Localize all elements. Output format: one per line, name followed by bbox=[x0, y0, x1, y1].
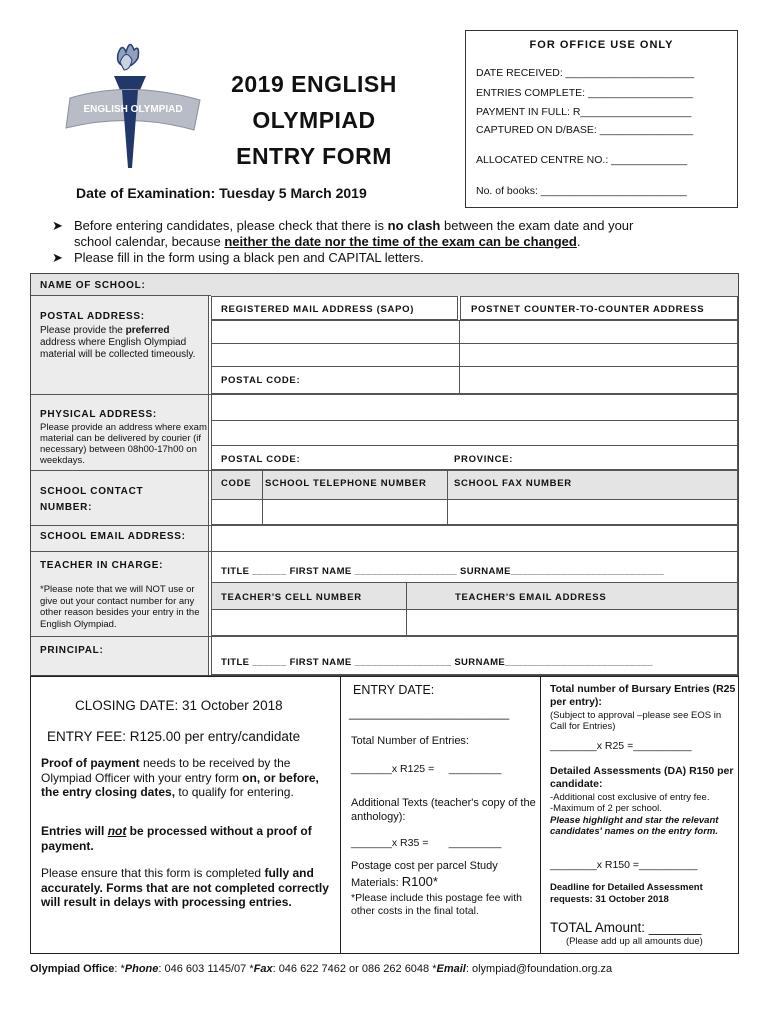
teacher-cell-input[interactable] bbox=[211, 609, 407, 636]
footer-fax: : 046 622 7462 or 086 262 6048 * bbox=[272, 963, 437, 975]
instructions bbox=[52, 218, 742, 266]
teacher-in-charge-label: TEACHER IN CHARGE: bbox=[40, 560, 164, 571]
name-of-school-input[interactable] bbox=[211, 274, 738, 296]
instruction-1-text-c: between the exam date and your bbox=[440, 218, 634, 233]
office-use-box bbox=[465, 30, 738, 208]
school-contact-label: SCHOOL CONTACT NUMBER: bbox=[40, 486, 144, 513]
proof-c: on, or before, the entry closing dates, bbox=[41, 770, 319, 799]
date-received-field[interactable]: DATE RECEIVED: ______________________ bbox=[476, 67, 695, 79]
arrow-bullet-icon: ➤ bbox=[52, 218, 63, 233]
principal-name-line: TITLE ______ FIRST NAME _________________ SURNAME__________________________ bbox=[221, 657, 653, 668]
teacher-cell-label: TEACHER'S CELL NUMBER bbox=[221, 592, 362, 603]
instruction-1-text-a: Before entering candidates, please check that there is bbox=[74, 218, 388, 233]
school-fax-input[interactable] bbox=[447, 499, 738, 525]
postal-note-c: address where English Olympiad material will be collected timeously. bbox=[40, 337, 196, 360]
teacher-note: *Please note that we will NOT use or give out your contact number for any other reason besides your entry in the English Olympiad. bbox=[40, 584, 200, 630]
footer-email[interactable]: : olympiad@foundation.org.za bbox=[465, 963, 613, 975]
teacher-name-line: TITLE ______ FIRST NAME __________________ SURNAME___________________________ bbox=[221, 566, 665, 577]
entries-c: be processed without a proof of payment. bbox=[41, 824, 312, 853]
entries-not: not bbox=[107, 824, 127, 838]
physical-address-note: Please provide an address where exam material can be delivered by courier (if necessary) between 08h00-17h00 on weekdays. bbox=[40, 422, 207, 466]
instruction-1-text-d: school calendar, because bbox=[74, 234, 225, 249]
physical-address-line-2[interactable] bbox=[211, 420, 738, 446]
postal-address-note bbox=[40, 325, 205, 361]
registered-mail-label: REGISTERED MAIL ADDRESS (SAPO) bbox=[221, 304, 415, 315]
postal-address-label: POSTAL ADDRESS: bbox=[40, 311, 145, 322]
da-note-1: -Additional cost exclusive of entry fee. bbox=[550, 792, 710, 803]
instruction-1-warning: neither the date nor the time of the exam can be changed bbox=[224, 234, 577, 249]
da-title: Detailed Assessments (DA) R150 per candidate: bbox=[550, 765, 734, 790]
proof-a: Proof of payment bbox=[41, 756, 140, 770]
postage-note: *Please include this postage fee with other costs in the final total. bbox=[351, 892, 523, 917]
bursary-title: Total number of Bursary Entries (R25 per entry): bbox=[550, 683, 736, 708]
school-email-input[interactable] bbox=[211, 525, 738, 552]
entry-date-line[interactable]: ________________________ bbox=[349, 706, 510, 720]
code-label: CODE bbox=[221, 478, 252, 489]
instruction-2-text: Please fill in the form using a black pen and CAPITAL letters. bbox=[74, 250, 424, 265]
centre-field[interactable]: ALLOCATED CENTRE NO.: _____________ bbox=[476, 154, 688, 166]
ensure-b: fully and accurately. Forms that are not completed correctly will result in delays with processing entries. bbox=[41, 866, 329, 909]
code-input[interactable] bbox=[211, 499, 263, 525]
closing-date: CLOSING DATE: 31 October 2018 bbox=[75, 698, 283, 713]
ensure-complete-text bbox=[41, 866, 333, 910]
footer-phone: : 046 603 1145/07 * bbox=[158, 963, 254, 975]
school-tel-input[interactable] bbox=[262, 499, 448, 525]
footer-contact bbox=[30, 963, 739, 975]
postal-code-label: POSTAL CODE: bbox=[221, 375, 301, 386]
postal-note-preferred: preferred bbox=[125, 325, 170, 336]
footer-phone-label: Phone bbox=[124, 963, 159, 975]
total-entries-label: Total Number of Entries: bbox=[351, 735, 469, 747]
proof-d: to qualify for entering. bbox=[175, 785, 294, 799]
teacher-email-label: TEACHER'S EMAIL ADDRESS bbox=[455, 592, 607, 603]
entries-complete-field[interactable]: ENTRIES COMPLETE: __________________ bbox=[476, 87, 694, 99]
bursary-calculation[interactable]: ________x R25 =__________ bbox=[550, 740, 692, 752]
additional-texts-label: Additional Texts (teacher's copy of the anthology): bbox=[351, 797, 536, 823]
payment-field[interactable]: PAYMENT IN FULL: R___________________ bbox=[476, 106, 692, 118]
payment-section bbox=[30, 676, 739, 954]
proof-of-payment-text bbox=[41, 756, 333, 800]
principal-label: PRINCIPAL: bbox=[40, 645, 104, 656]
footer-email-label: Email bbox=[436, 963, 466, 975]
da-calculation[interactable]: ________x R150 =__________ bbox=[550, 859, 698, 871]
entry-date-label: ENTRY DATE: bbox=[353, 683, 435, 697]
proof-b: needs to be received by the Olympiad Officer with your entry form bbox=[41, 756, 291, 785]
school-email-label: SCHOOL EMAIL ADDRESS: bbox=[40, 531, 186, 542]
da-note-3: Please highlight and star the relevant candidates' names on the entry form. bbox=[550, 815, 719, 837]
physical-address-label: PHYSICAL ADDRESS: bbox=[40, 409, 157, 420]
entries-not-processed-text bbox=[41, 824, 333, 853]
arrow-bullet-icon: ➤ bbox=[52, 250, 63, 265]
postnet-line-1[interactable] bbox=[459, 320, 738, 344]
texts-calculation[interactable]: _______x R35 = _________ bbox=[351, 837, 502, 849]
instruction-1-period: . bbox=[576, 234, 581, 249]
postage-amount: R100* bbox=[401, 874, 438, 889]
entry-form-grid bbox=[30, 273, 739, 676]
title-line-1: 2019 ENGLISH bbox=[231, 71, 397, 97]
province-label: PROVINCE: bbox=[454, 454, 514, 465]
principal-name-row[interactable] bbox=[211, 636, 738, 675]
ensure-a: Please ensure that this form is completed bbox=[41, 866, 265, 880]
logo-text: ENGLISH OLYMPIAD bbox=[83, 104, 183, 115]
name-of-school-label: NAME OF SCHOOL: bbox=[40, 280, 146, 291]
school-fax-label: SCHOOL FAX NUMBER bbox=[454, 478, 572, 489]
footer-office-label: Olympiad Office bbox=[30, 963, 115, 975]
title-line-2: OLYMPIAD bbox=[252, 107, 376, 133]
closing-info-column bbox=[31, 677, 341, 953]
teacher-email-input[interactable] bbox=[406, 609, 738, 636]
instruction-1-no-clash: no clash bbox=[387, 218, 441, 233]
entries-a: Entries will bbox=[41, 824, 108, 838]
postnet-line-3[interactable] bbox=[459, 366, 738, 394]
postage-text bbox=[351, 859, 537, 891]
books-field[interactable]: No. of books: _________________________ bbox=[476, 185, 687, 197]
registered-mail-line-2[interactable] bbox=[211, 343, 460, 367]
footer-separator: : * bbox=[114, 963, 125, 975]
total-note: (Please add up all amounts due) bbox=[566, 936, 703, 947]
physical-address-line-1[interactable] bbox=[211, 394, 738, 421]
total-amount[interactable]: TOTAL Amount: _______ bbox=[550, 920, 702, 935]
postal-note-a: Please provide the bbox=[40, 325, 126, 336]
physical-postal-code-label: POSTAL CODE: bbox=[221, 454, 301, 465]
olympiad-logo bbox=[60, 40, 210, 170]
bursary-note: (Subject to approval –please see EOS in Call for Entries) bbox=[550, 710, 722, 732]
deadline-text: Deadline for Detailed Assessment requests: 31 October 2018 bbox=[550, 882, 703, 905]
postage-a: Postage cost per parcel Study Materials: bbox=[351, 860, 498, 889]
da-note-2: -Maximum of 2 per school. bbox=[550, 803, 662, 814]
form-title bbox=[214, 66, 414, 174]
instruction-1 bbox=[52, 218, 742, 250]
office-use-title: FOR OFFICE USE ONLY bbox=[529, 39, 674, 51]
footer-fax-label: Fax bbox=[253, 963, 273, 975]
entry-fee: ENTRY FEE: R125.00 per entry/candidate bbox=[47, 729, 301, 744]
entries-calculation[interactable]: _______x R125 = _________ bbox=[351, 763, 502, 775]
postnet-line-2[interactable] bbox=[459, 343, 738, 367]
captured-field[interactable]: CAPTURED ON D/BASE: ________________ bbox=[476, 124, 694, 136]
school-tel-label: SCHOOL TELEPHONE NUMBER bbox=[265, 478, 427, 489]
postnet-label: POSTNET COUNTER-TO-COUNTER ADDRESS bbox=[471, 304, 705, 315]
exam-date: Date of Examination: Tuesday 5 March 2019 bbox=[76, 185, 367, 201]
instruction-2 bbox=[52, 250, 742, 266]
registered-mail-line-1[interactable] bbox=[211, 320, 460, 344]
title-line-3: ENTRY FORM bbox=[236, 143, 392, 169]
